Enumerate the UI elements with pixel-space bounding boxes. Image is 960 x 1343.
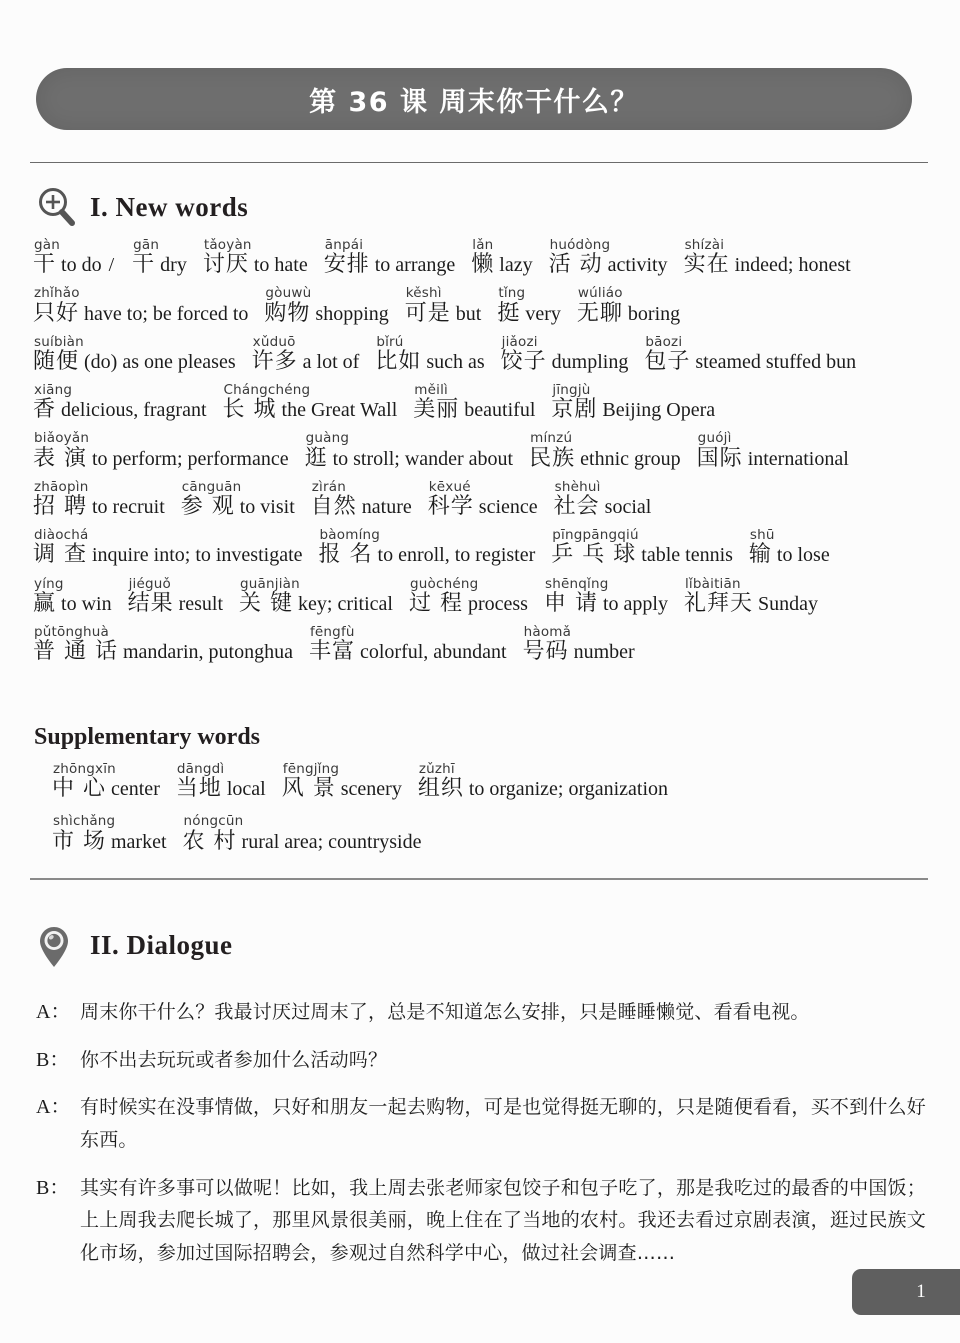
vocab-hanzi: 挺 — [497, 300, 521, 326]
vocab-gloss: to organize; organization — [468, 778, 669, 801]
vocab-pinyin: kēxué — [428, 478, 471, 495]
section-title-dialogue: II. Dialogue — [90, 929, 233, 960]
vocab-hanzi: 许多 — [251, 348, 298, 374]
vocab-gloss: boring — [627, 302, 681, 325]
vocab-wordline — [551, 543, 733, 567]
vocab-hanzi: 讨厌 — [202, 252, 249, 278]
vocab-hanzi: 结果 — [127, 590, 174, 616]
vocab-hanzi: 市 场 — [52, 828, 106, 854]
vocab-pinyin: bāozi — [645, 333, 683, 350]
vocab-wordline — [183, 830, 422, 854]
vocab-wordline — [181, 495, 295, 519]
vocab-wordline — [549, 253, 668, 277]
dialogue-speaker: A： — [36, 1001, 71, 1023]
vocab-pinyin: guòchéng — [409, 575, 479, 592]
vocab-hanzi: 调 查 — [33, 542, 87, 568]
vocab-hanzi: 可是 — [404, 300, 451, 326]
vocab-pinyin: jiǎozi — [501, 333, 538, 350]
vocab-wordline — [684, 592, 818, 616]
divider-top — [30, 162, 928, 163]
vocab-pinyin: lǎn — [472, 237, 494, 253]
vocab-row — [33, 238, 933, 277]
vocab-hanzi: 表 演 — [33, 445, 87, 471]
map-pin-icon — [36, 924, 76, 966]
vocab-hanzi: 参 观 — [180, 493, 235, 519]
vocab-wordline — [223, 398, 398, 422]
vocab-hanzi: 自然 — [310, 493, 357, 519]
supplementary-words-list — [52, 762, 952, 867]
vocab-pinyin: wúliáo — [577, 285, 623, 302]
dialogue-line — [36, 1172, 926, 1270]
vocab-wordline — [33, 592, 112, 616]
vocab-pinyin: zìrán — [311, 478, 346, 495]
vocab-pinyin: zhǐhǎo — [34, 285, 80, 302]
vocab-gloss: Sunday — [757, 592, 818, 615]
vocab-pinyin: bǐrú — [376, 333, 404, 350]
vocab-gloss: to enroll, to register — [377, 544, 536, 567]
vocab-gloss: shopping — [315, 302, 389, 325]
vocab-entry — [418, 762, 668, 801]
vocab-entry — [501, 335, 629, 374]
vocab-gloss: lazy — [499, 254, 533, 277]
vocab-gloss: to stroll; wander about — [332, 447, 514, 470]
vocab-entry — [523, 625, 635, 664]
vocab-pinyin: pǔtōnghuà — [34, 623, 109, 640]
dialogue-list — [36, 996, 926, 1285]
vocab-pinyin: fēngjǐng — [282, 761, 340, 777]
vocab-gloss: very — [525, 302, 561, 325]
magnifier-plus-icon — [36, 186, 76, 228]
vocab-entry — [203, 238, 308, 277]
dialogue-speaker: B： — [36, 1176, 70, 1199]
vocab-entry — [529, 431, 681, 470]
vocab-entry — [409, 577, 528, 616]
vocab-gloss: rural area; countryside — [241, 830, 422, 853]
vocab-pinyin: gàn — [34, 237, 60, 253]
vocab-pinyin: dāngdì — [176, 761, 225, 777]
vocab-gloss: to visit — [239, 495, 295, 518]
vocab-wordline — [529, 447, 681, 471]
vocab-entry — [128, 577, 223, 616]
page-number: 1 — [916, 1281, 926, 1302]
vocab-wordline — [413, 398, 535, 422]
vocab-pinyin: jiéguǒ — [128, 575, 171, 592]
vocab-gloss: table tennis — [641, 544, 733, 567]
vocab-wordline — [128, 592, 223, 616]
vocab-pinyin: jīngjù — [552, 382, 591, 399]
vocab-wordline — [324, 253, 456, 277]
vocab-gloss: delicious, fragrant — [61, 399, 207, 422]
vocab-pinyin: shèhuì — [554, 478, 601, 495]
vocab-pinyin: Chángchéng — [223, 382, 311, 399]
vocab-entry — [749, 528, 830, 567]
vocab-hanzi: 组织 — [417, 776, 464, 802]
vocab-entry — [181, 480, 295, 519]
vocab-pinyin: hàomǎ — [523, 623, 572, 640]
vocab-pinyin: fēngfù — [309, 623, 355, 640]
vocab-row — [33, 577, 933, 616]
vocab-pinyin: gān — [133, 237, 160, 253]
vocab-hanzi: 丰富 — [308, 639, 355, 665]
vocab-gloss: mandarin, putonghua — [123, 641, 293, 664]
vocab-gloss: dumpling — [551, 350, 629, 373]
vocab-hanzi: 懒 — [471, 252, 495, 278]
vocab-hanzi: 实在 — [683, 252, 730, 278]
vocab-entry — [52, 762, 160, 801]
vocab-pinyin: yíng — [34, 575, 64, 592]
dialogue-speaker: A： — [36, 1096, 71, 1119]
vocab-pinyin: lǐbàitiān — [684, 575, 741, 592]
vocab-gloss: result — [178, 592, 224, 615]
vocab-hanzi: 只好 — [33, 300, 80, 326]
vocab-entry — [324, 238, 456, 277]
vocab-wordline — [319, 543, 536, 567]
vocab-pinyin: huódòng — [549, 237, 611, 253]
vocab-wordline — [544, 592, 668, 616]
vocab-gloss: social — [604, 495, 652, 518]
vocab-row — [52, 814, 952, 853]
vocab-hanzi: 报 名 — [318, 542, 373, 568]
vocab-hanzi: 当地 — [175, 776, 222, 802]
vocab-wordline — [644, 350, 856, 374]
vocab-wordline — [309, 640, 507, 664]
vocab-pinyin: diàochá — [34, 527, 89, 544]
vocab-entry — [33, 383, 207, 422]
vocab-hanzi: 招 聘 — [33, 493, 87, 519]
vocab-row — [33, 431, 933, 470]
vocab-wordline — [203, 253, 308, 277]
vocab-gloss: to perform; performance — [92, 447, 289, 470]
vocab-wordline — [577, 302, 680, 326]
vocab-wordline — [409, 592, 528, 616]
vocab-hanzi: 包子 — [644, 348, 691, 374]
vocab-gloss: inquire into; to investigate — [92, 544, 303, 567]
supplementary-words-title: Supplementary words — [34, 724, 261, 750]
vocab-gloss: scenery — [340, 778, 402, 801]
vocab-pinyin: xǔduō — [252, 333, 296, 350]
vocab-hanzi: 国际 — [696, 445, 743, 471]
vocab-pinyin: nóngcūn — [183, 813, 244, 830]
vocab-gloss: have to; be forced to — [84, 302, 249, 325]
vocab-entry — [544, 577, 668, 616]
vocab-row — [33, 335, 933, 374]
vocab-entry — [497, 286, 561, 325]
vocab-row — [33, 625, 933, 664]
vocab-hanzi: 社会 — [553, 493, 600, 519]
vocab-hanzi: 饺子 — [500, 348, 547, 374]
vocab-entry — [684, 238, 851, 277]
vocab-gloss: key; critical — [298, 592, 393, 615]
vocab-entry — [176, 762, 266, 801]
vocab-hanzi: 安排 — [323, 252, 370, 278]
vocab-gloss: to recruit — [92, 495, 165, 518]
vocab-pinyin: xiāng — [34, 382, 73, 399]
vocab-pinyin: gòuwù — [265, 285, 312, 302]
page-number-tab — [852, 1269, 960, 1315]
vocab-entry — [33, 480, 165, 519]
vocab-entry — [375, 335, 484, 374]
vocab-entry — [239, 577, 393, 616]
vocab-entry — [471, 238, 532, 277]
vocab-hanzi: 购物 — [264, 300, 311, 326]
vocab-entry — [551, 528, 733, 567]
vocab-wordline — [252, 350, 360, 374]
vocab-wordline — [33, 398, 207, 422]
vocab-pinyin: biǎoyǎn — [34, 430, 90, 447]
vocab-entry — [132, 238, 187, 277]
vocab-wordline — [551, 398, 715, 422]
vocab-pinyin: zǔzhī — [418, 761, 455, 777]
vocab-pinyin: měilì — [414, 382, 448, 399]
vocab-pinyin: kěshì — [405, 285, 442, 302]
vocab-gloss: the Great Wall — [281, 399, 398, 422]
vocab-hanzi: 干 — [33, 252, 57, 278]
vocab-wordline — [428, 495, 538, 519]
vocab-hanzi: 京剧 — [551, 397, 598, 423]
vocab-hanzi: 干 — [132, 252, 156, 278]
vocab-hanzi: 无聊 — [576, 300, 623, 326]
section-title-new-words: I. New words — [90, 191, 249, 222]
dialogue-text: 其实有许多事可以做呢！比如，我上周去张老师家包饺子和包子吃了，那是我吃过的最香的中国饭；上上周我去爬长城了，那里风景很美丽，晚上住在了当地的农村。我还去看过京剧表演，逛过民族文化市场，参加过国际招聘会，参观过自然科学中心，做过社会调查…… — [80, 1176, 926, 1265]
vocab-entry — [644, 335, 856, 374]
vocab-hanzi: 号码 — [522, 639, 569, 665]
vocab-wordline — [52, 830, 167, 854]
vocab-hanzi: 申 请 — [543, 590, 598, 616]
vocab-hanzi: 输 — [748, 542, 772, 568]
vocab-wordline — [305, 447, 514, 471]
lesson-title-banner — [36, 68, 912, 130]
vocab-hanzi: 普 通 话 — [33, 639, 118, 665]
vocab-entry — [309, 625, 507, 664]
vocab-hanzi: 民族 — [529, 445, 576, 471]
dialogue-speaker: B： — [36, 1048, 70, 1071]
vocab-gloss: international — [747, 447, 849, 470]
vocab-entry — [549, 238, 668, 277]
vocab-entry — [684, 577, 818, 616]
vocab-gloss: a lot of — [302, 350, 360, 373]
vocab-hanzi: 香 — [33, 397, 57, 423]
vocab-pinyin: shēnqǐng — [544, 575, 609, 592]
vocab-pinyin: guójì — [697, 430, 732, 447]
vocab-pinyin: guānjiàn — [240, 575, 300, 592]
vocab-gloss: number — [573, 641, 635, 664]
vocab-entry — [33, 625, 293, 664]
vocab-wordline — [418, 777, 668, 801]
vocab-hanzi: 农 村 — [182, 828, 237, 854]
vocab-pinyin: mínzú — [530, 430, 573, 447]
vocab-entry — [264, 286, 388, 325]
vocab-pinyin: zhōngxīn — [53, 761, 116, 777]
vocab-hanzi: 科学 — [427, 493, 474, 519]
vocab-entry — [697, 431, 849, 470]
vocab-wordline — [33, 495, 165, 519]
vocab-gloss: to arrange — [374, 254, 456, 277]
vocab-hanzi: 活 动 — [548, 252, 603, 278]
vocab-gloss: to hate — [253, 254, 308, 277]
dialogue-text: 你不出去玩玩或者参加什么活动吗？ — [80, 1048, 388, 1071]
vocab-hanzi: 关 键 — [239, 590, 294, 616]
vocab-gloss: science — [478, 495, 538, 518]
vocab-entry — [252, 335, 360, 374]
dialogue-text: 周末你干什么？我最讨厌过周末了，总是不知道怎么安排，只是睡睡懒觉、看看电视。 — [80, 1001, 810, 1023]
vocab-wordline — [501, 350, 629, 374]
vocab-wordline — [697, 447, 849, 471]
vocab-wordline — [497, 302, 561, 326]
vocab-wordline — [684, 253, 851, 277]
vocab-gloss: dry — [160, 254, 187, 277]
vocab-hanzi: 比如 — [375, 348, 422, 374]
dialogue-line — [36, 1091, 926, 1156]
vocab-gloss: nature — [361, 495, 412, 518]
vocab-row — [33, 286, 933, 325]
vocab-wordline — [52, 777, 160, 801]
vocab-entry — [33, 335, 236, 374]
vocab-entry — [577, 286, 680, 325]
vocab-hanzi: 风 景 — [281, 776, 336, 802]
vocab-separator: / — [108, 254, 115, 277]
vocab-gloss: to lose — [776, 544, 830, 567]
vocab-hanzi: 乒 乓 球 — [551, 542, 637, 568]
vocab-pinyin: cānguān — [181, 478, 242, 495]
vocab-entry — [33, 238, 116, 277]
vocab-hanzi: 赢 — [33, 590, 57, 616]
vocab-gloss: activity — [607, 254, 668, 277]
vocab-gloss: colorful, abundant — [359, 641, 507, 664]
vocab-hanzi: 逛 — [304, 445, 328, 471]
new-words-list — [33, 238, 933, 673]
vocab-hanzi: 长 城 — [222, 397, 277, 423]
vocab-pinyin: pīngpāngqiú — [552, 527, 639, 544]
vocab-gloss: process — [467, 592, 528, 615]
divider-middle — [30, 878, 928, 880]
vocab-entry — [33, 286, 248, 325]
vocab-gloss: to apply — [602, 592, 668, 615]
vocab-row — [33, 528, 933, 567]
vocab-entry — [33, 431, 289, 470]
vocab-gloss: steamed stuffed bun — [695, 350, 857, 373]
vocab-gloss: market — [111, 830, 167, 853]
vocab-wordline — [176, 777, 266, 801]
vocab-entry — [282, 762, 402, 801]
vocab-pinyin: tǐng — [498, 285, 526, 302]
vocab-wordline — [375, 350, 484, 374]
vocab-wordline — [749, 543, 830, 567]
lesson-title: 第 36 课 周末你干什么？ — [309, 86, 639, 118]
vocab-hanzi: 过 程 — [408, 590, 463, 616]
vocab-gloss: beautiful — [464, 399, 536, 422]
vocab-hanzi: 礼拜天 — [683, 590, 753, 616]
vocab-pinyin: shízài — [684, 237, 725, 253]
vocab-wordline — [311, 495, 412, 519]
vocab-pinyin: bàomíng — [319, 527, 381, 544]
vocab-wordline — [554, 495, 652, 519]
vocab-wordline — [33, 302, 248, 326]
vocab-gloss: to do — [61, 254, 102, 277]
vocab-pinyin: guàng — [305, 430, 350, 447]
vocab-gloss: Beijing Opera — [602, 399, 716, 422]
vocab-wordline — [33, 253, 116, 277]
vocab-gloss: such as — [426, 350, 485, 373]
vocab-entry — [554, 480, 652, 519]
vocab-entry — [311, 480, 412, 519]
vocab-gloss: ethnic group — [580, 447, 681, 470]
vocab-pinyin: tǎoyàn — [203, 237, 252, 253]
vocab-wordline — [33, 543, 303, 567]
dialogue-text: 有时候实在没事情做，只好和朋友一起去购物，可是也觉得挺无聊的，只是随便看看，买不到什么好东西。 — [80, 1096, 926, 1152]
vocab-pinyin: zhāopìn — [34, 478, 89, 495]
vocab-pinyin: shìchǎng — [53, 813, 116, 830]
vocab-wordline — [264, 302, 388, 326]
vocab-entry — [33, 528, 303, 567]
vocab-wordline — [33, 447, 289, 471]
vocab-wordline — [282, 777, 402, 801]
section-heading-new-words — [36, 186, 248, 228]
section-heading-dialogue — [36, 924, 233, 966]
dialogue-line — [36, 1044, 926, 1077]
vocab-hanzi: 美丽 — [413, 397, 460, 423]
vocab-gloss: local — [226, 778, 266, 801]
dialogue-line — [36, 996, 926, 1029]
vocab-wordline — [523, 640, 635, 664]
vocab-wordline — [33, 350, 236, 374]
vocab-hanzi: 中 心 — [52, 776, 106, 802]
vocab-hanzi: 随便 — [33, 348, 80, 374]
vocab-entry — [52, 814, 167, 853]
vocab-entry — [413, 383, 535, 422]
vocab-wordline — [33, 640, 293, 664]
vocab-entry — [405, 286, 482, 325]
vocab-pinyin: ānpái — [324, 237, 364, 253]
vocab-wordline — [239, 592, 393, 616]
vocab-gloss: to win — [61, 592, 112, 615]
vocab-wordline — [405, 302, 482, 326]
vocab-row — [33, 480, 933, 519]
vocab-entry — [551, 383, 715, 422]
vocab-entry — [33, 577, 112, 616]
vocab-row — [52, 762, 952, 801]
vocab-entry — [319, 528, 536, 567]
vocab-pinyin: shū — [749, 527, 775, 544]
vocab-gloss: indeed; honest — [734, 254, 851, 277]
vocab-pinyin: suíbiàn — [34, 333, 84, 350]
vocab-entry — [223, 383, 398, 422]
vocab-gloss: (do) as one pleases — [84, 350, 236, 373]
vocab-entry — [183, 814, 422, 853]
vocab-gloss: but — [455, 302, 482, 325]
vocab-wordline — [471, 253, 532, 277]
vocab-row — [33, 383, 933, 422]
vocab-entry — [305, 431, 514, 470]
vocab-gloss: center — [111, 778, 160, 801]
vocab-entry — [428, 480, 538, 519]
vocab-wordline — [132, 253, 187, 277]
